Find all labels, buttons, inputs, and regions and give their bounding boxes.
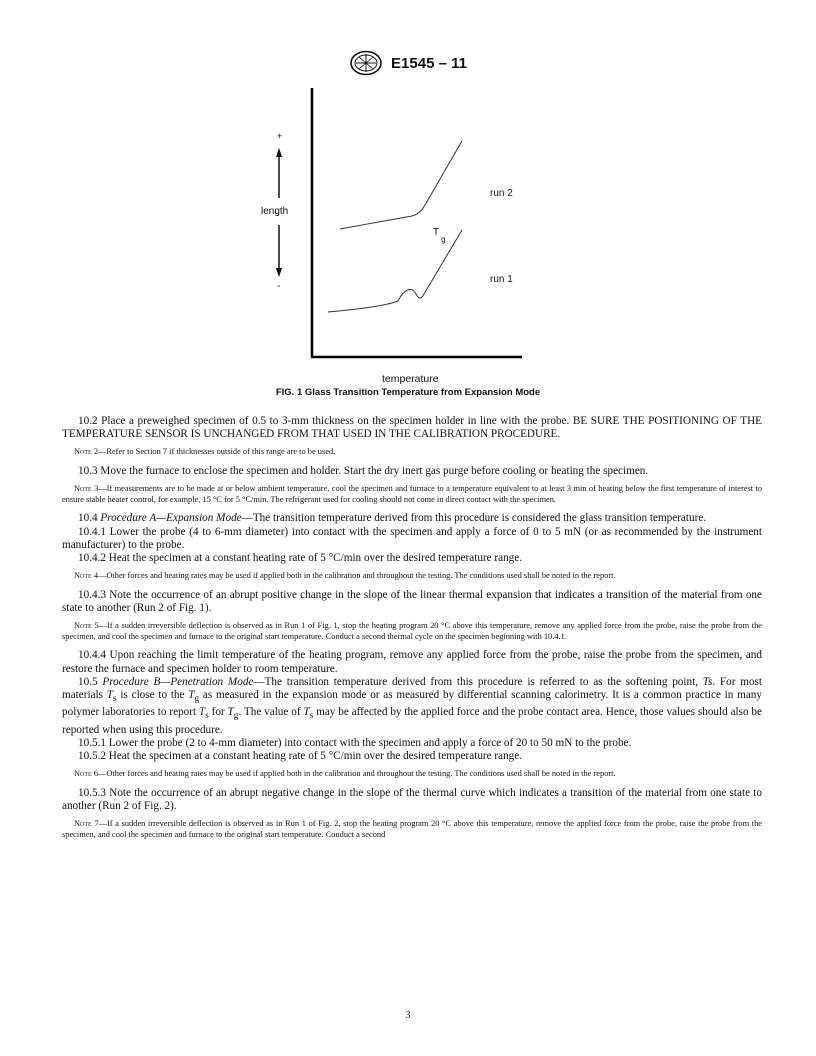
note-5: Note 5—If a sudden irreversible deflection is observed as in Run 1 of Fig. 1, stop the heating program 20 °C above this temperature, remove any applied force from the probe, raise the probe from the specimen, and cool the specimen and furnace to the original start temperature. Conduct a second thermal cycle on the specimen beginning with 10.4.1. <box>62 621 763 641</box>
paragraph-10-4: 10.4 Procedure A—Expansion Mode—The transition temperature derived from this procedure is considered the glass transition temperature. <box>78 512 707 525</box>
paragraph-10-3: 10.3 Move the furnace to enclose the specimen and holder. Start the dry inert gas purge before cooling or heating the specimen. <box>78 465 649 477</box>
up-arrow-icon <box>276 148 282 157</box>
minus-sign: - <box>277 281 281 292</box>
figure-1 <box>0 0 816 400</box>
paragraph-10-5-1: 10.5.1 Lower the probe (2 to 4-mm diameter) into contact with the specimen and apply a force of 20 to 50 mN to the probe. <box>78 737 632 750</box>
note-6: Note 6—Other forces and heating rates may be used if applied both in the calibration and throughout the testing. The conditions used shall be noted in the report. <box>74 769 616 779</box>
down-arrow-icon <box>276 268 282 277</box>
paragraph-10-5-3: 10.5.3 Note the occurrence of an abrupt negative change in the slope of the thermal curve which indicates a transition of the material from one state to another (Run 2 of Fig. 2). <box>62 787 762 813</box>
page-number: 3 <box>405 1010 411 1021</box>
paragraph-10-5: 10.5 Procedure B—Penetration Mode—The transition temperature derived from this procedure is referred to as the softening point, Ts. For most materials $T_s$ is close to the $T_g$ as measured in the expansion mode or as measured by differential scanning calorimetry. It is a common practice in many polymer laboratories to report $T_s$ for $T_g$. The value of $T_s$ may be affected by the applied force and the probe contact area. Hence, those values should also be reported when using this procedure. <box>62 675 763 736</box>
paragraph-10-4-1: 10.4.1 Lower the probe (4 to 6-mm diameter) into contact with the specimen and apply a force of 0 to 5 mN (or as recommended by the instrument manufacturer) to the probe. <box>62 525 762 551</box>
run-2-label: run 2 <box>490 188 513 199</box>
run-1-label: run 1 <box>490 274 513 285</box>
note-4: Note 4—Other forces and heating rates may be used if applied both in the calibration and throughout the testing. The conditions used shall be noted in the report. <box>74 571 616 581</box>
paragraph-10-4-4: 10.4.4 Upon reaching the limit temperature of the heating program, remove any applied force from the probe, raise the probe from the specimen, and restore the furnace and specimen holder to room temperature. <box>62 649 762 675</box>
temperature-label: temperature <box>382 373 439 385</box>
paragraph-10-5-2: 10.5.2 Heat the specimen at a constant heating rate of 5 °C/min over the desired temperature range. <box>78 750 523 763</box>
plus-sign: + <box>277 131 283 141</box>
paragraph-10-4-3: 10.4.3 Note the occurrence of an abrupt positive change in the slope of the linear thermal expansion that indicates a transition of the material from one state to another (Run 2 of Fig. 1). <box>62 588 762 614</box>
length-label: length <box>261 206 289 217</box>
paragraph-10-4-2: 10.4.2 Heat the specimen at a constant heating rate of 5 °C/min over the desired temperature range. <box>78 552 523 564</box>
tg-label: $T_g$ <box>433 227 446 244</box>
note-3: Note 3—If measurements are to be made at or below ambient temperature, cool the specimen and furnace to a temperature equivalent to at least 3 min of heating below the first temperature of interest to ensure stable heater control, for example, 15 °C for 5 °C/min. The refrigerant used for cooling should not come in direct contact with the specimen. <box>62 484 762 504</box>
run-2-curve <box>340 141 462 229</box>
document-number: E1545 – 11 <box>391 54 467 72</box>
figure-1-graphic <box>0 0 816 400</box>
note-7: Note 7—If a sudden irreversible deflection is observed as in Run 1 of Fig. 2, stop the heating program 20 °C above this temperature, remove the applied force from the probe, raise the probe from the specimen, and cool the specimen and furnace to the original start temperature. Conduct a second <box>62 819 762 840</box>
body-text <box>62 415 762 848</box>
note-2: Note 2—Refer to Section 7 if thicknesses outside of this range are to be used. <box>74 447 336 457</box>
figure-caption: FIG. 1 Glass Transition Temperature from Expansion Mode <box>275 387 541 398</box>
paragraph-10-2: 10.2 Place a preweighed specimen of 0.5 to 3-mm thickness on the specimen holder in line with the probe. BE SURE THE POSITIONING OF THE TEMPERATURE SENSOR IS UNCHANGED FROM THAT USED IN THE CALIBRATION PROCEDURE. <box>62 415 762 441</box>
